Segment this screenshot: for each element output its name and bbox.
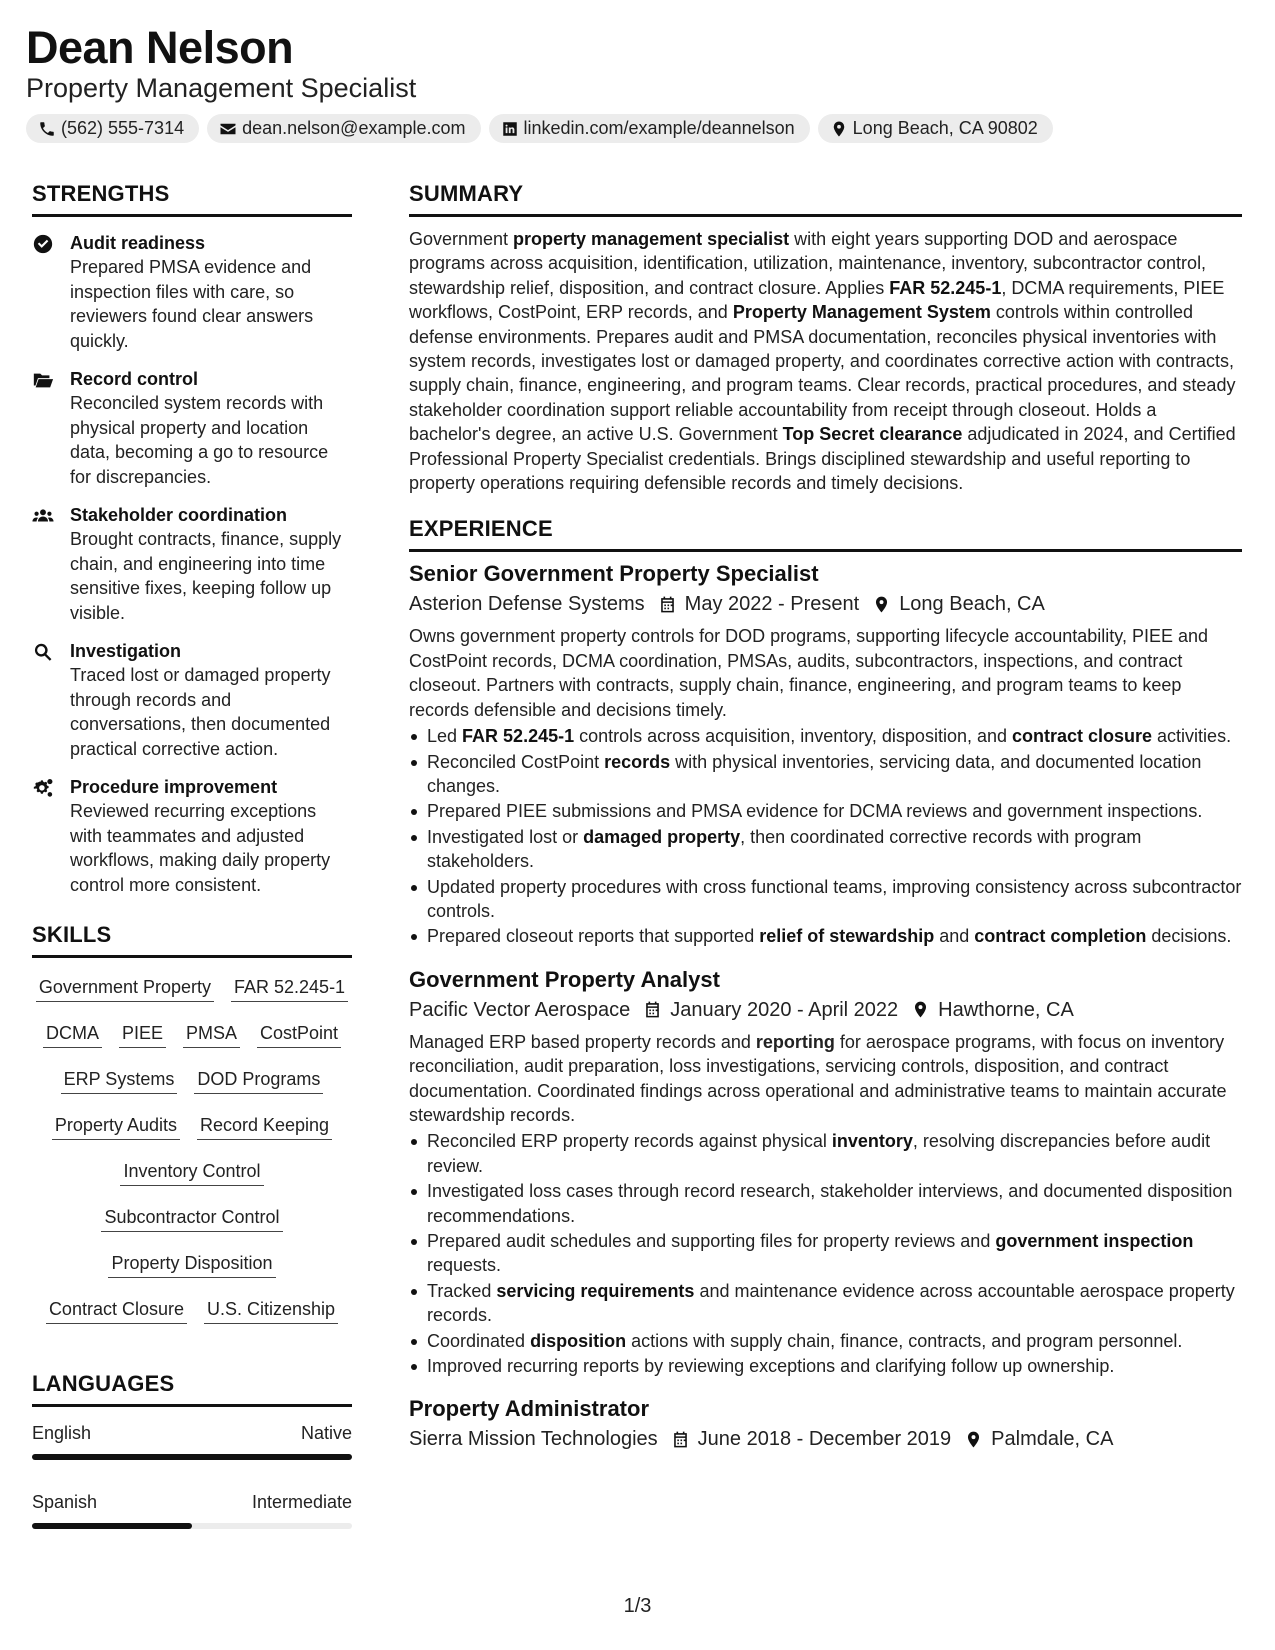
job-bullet-text: and [934, 926, 975, 947]
language-proficiency-bar [32, 1523, 352, 1529]
skill-tag: Property Audits [52, 1114, 180, 1140]
job-bullet-text: Investigated lost or [427, 826, 584, 847]
job-title: Property Administrator [409, 1396, 650, 1422]
page-number: 1/3 [623, 1595, 652, 1617]
summary-emphasis: property management specialist [513, 229, 790, 249]
job-bullet-text: Reconciled ERP property records against physical [427, 1131, 832, 1152]
job-bullet-emphasis: damaged property [583, 826, 741, 847]
strength-description: Brought contracts, finance, supply chain, and engineering into time sensitive fixes, keeping follow up visible. [70, 529, 342, 623]
gears-icon [32, 777, 54, 799]
strength-item [32, 367, 352, 489]
job-bullet-text: Led [427, 726, 463, 747]
contact-email-text: dean.nelson@example.com [242, 118, 466, 138]
skill-tag: ERP Systems [61, 1068, 178, 1094]
job-entry [409, 965, 1242, 1379]
envelope-icon [219, 120, 237, 138]
map-pin-icon [872, 595, 891, 614]
summary-emphasis: FAR 52.245-1 [889, 277, 1002, 298]
folder-open-icon [32, 369, 54, 391]
job-bullet-text: Updated property procedures with cross functional teams, improving consistency across subcontractor controls. [427, 876, 1242, 921]
job-bullet [409, 799, 1242, 823]
skill-tag: DOD Programs [194, 1068, 323, 1094]
skill-tag: Property Disposition [108, 1252, 275, 1278]
job-meta [409, 1425, 1242, 1453]
job-dates: June 2018 - December 2019 [697, 1428, 952, 1451]
job-location: Long Beach, CA [899, 593, 1045, 616]
job-description-text: for aerospace programs, with focus on inventory reconciliation, audit preparation, loss investigations, servicing controls, disposition, and contract documentation. Coordinated findings across operational and administrative teams to maintain accurate stewardship records. [409, 1031, 1227, 1125]
skill-tag: PIEE [119, 1022, 166, 1048]
check-circle-icon [32, 233, 54, 255]
map-pin-icon [911, 1000, 930, 1019]
strength-title: Stakeholder coordination [70, 505, 288, 525]
contact-location [818, 114, 1053, 143]
language-item [32, 1490, 352, 1529]
strengths-heading: STRENGTHS [32, 180, 352, 217]
summary-text [409, 227, 1242, 495]
job-dates: May 2022 - Present [684, 593, 860, 616]
job-bullet [409, 1329, 1242, 1353]
skill-tag: PMSA [183, 1022, 240, 1048]
right-column [409, 180, 1242, 1453]
experience-heading: EXPERIENCE [409, 515, 1242, 552]
job-bullet-emphasis: government inspection [995, 1231, 1194, 1251]
calendar-icon [643, 1000, 662, 1019]
magnifier-icon [32, 641, 54, 663]
job-bullet-text: Prepared audit schedules and supporting files for property reviews and [427, 1231, 996, 1251]
summary-emphasis: Top Secret clearance [782, 424, 963, 445]
skill-tag: Government Property [36, 976, 214, 1002]
job-meta [409, 590, 1242, 618]
job-dates: January 2020 - April 2022 [670, 998, 899, 1021]
skill-tag: Inventory Control [120, 1160, 263, 1186]
job-bullet [409, 825, 1242, 874]
skills-heading: SKILLS [32, 921, 352, 958]
job-bullet-text: Tracked [427, 1280, 497, 1301]
language-proficiency-fill [32, 1454, 352, 1460]
contact-list [26, 114, 1246, 143]
job-title: Government Property Analyst [409, 966, 720, 992]
summary-text: Government [409, 229, 514, 249]
strength-description: Reviewed recurring exceptions with teammates and adjusted workflows, making daily property control more consistent. [70, 801, 331, 895]
strength-description: Prepared PMSA evidence and inspection files with care, so reviewers found clear answers quickly. [70, 257, 314, 351]
job-bullets [409, 724, 1242, 949]
summary-text: with eight years supporting DOD and aerospace programs across acquisition, identification, utilization, maintenance, inventory, subcontractor control, stewardship relief, disposition, and contract closure. Applies [409, 229, 1207, 298]
job-bullet-text: and maintenance evidence across accountable aerospace property records. [427, 1280, 1235, 1326]
job-company: Sierra Mission Technologies [409, 1428, 658, 1451]
candidate-name: Dean Nelson [26, 22, 294, 73]
calendar-icon [658, 595, 677, 614]
job-bullet-emphasis: contract closure [1012, 726, 1153, 747]
strength-description: Reconciled system records with physical property and location data, becoming a go to resource for discrepancies. [70, 393, 329, 487]
skill-tag: DCMA [43, 1022, 102, 1048]
language-item [32, 1421, 352, 1460]
summary-text: adjudicated in 2024, and Certified Professional Property Specialist credentials. Brings disciplined stewardship and useful reporting to property operations requiring defensible records and timely decisions. [409, 424, 1236, 494]
job-bullet [409, 1229, 1242, 1278]
strength-title: Record control [70, 369, 199, 389]
contact-location-text: Long Beach, CA 90802 [852, 118, 1038, 138]
job-bullet-emphasis: FAR 52.245-1 [462, 726, 575, 747]
job-bullet [409, 924, 1242, 948]
job-bullet [409, 1129, 1242, 1178]
strength-item [32, 231, 352, 353]
contact-phone[interactable] [26, 114, 199, 143]
job-bullet [409, 1279, 1242, 1328]
job-bullet-text: , then coordinated corrective records with program stakeholders. [427, 826, 1142, 872]
job-company: Pacific Vector Aerospace [409, 998, 631, 1021]
skill-tag: CostPoint [257, 1022, 341, 1048]
job-description-emphasis: reporting [755, 1031, 835, 1052]
job-bullet-text: Reconciled CostPoint [427, 751, 605, 772]
skill-tag: Subcontractor Control [101, 1206, 282, 1232]
skill-tag: U.S. Citizenship [204, 1298, 338, 1324]
contact-linkedin[interactable] [489, 114, 810, 143]
job-title: Senior Government Property Specialist [409, 561, 819, 587]
left-column [32, 180, 352, 1529]
job-bullet-text: actions with supply chain, finance, contracts, and program personnel. [626, 1330, 1183, 1351]
language-proficiency-bar [32, 1454, 352, 1460]
job-description-text: Managed ERP based property records and [409, 1031, 756, 1052]
language-name: Spanish [32, 1492, 98, 1512]
job-bullet-text: Coordinated [427, 1330, 531, 1351]
job-bullet-text: activities. [1152, 726, 1232, 747]
skill-tag: Record Keeping [197, 1114, 332, 1140]
job-company: Asterion Defense Systems [409, 593, 645, 616]
contact-linkedin-text: linkedin.com/example/deannelson [523, 118, 795, 138]
job-description: Owns government property controls for DOD programs, supporting lifecycle accountability, PIEE and CostPoint records, DCMA coordination, PMSAs, audits, subcontractors, inspections, and contract closeout. Partners with contracts, supply chain, finance, engineering, and program teams to keep records defensible and decisions timely. [409, 626, 1209, 720]
phone-icon [38, 120, 56, 138]
strength-item [32, 775, 352, 897]
job-meta [409, 996, 1242, 1024]
job-bullet [409, 1354, 1242, 1378]
strength-item [32, 503, 352, 625]
job-bullet [409, 724, 1242, 748]
languages-list [32, 1421, 352, 1529]
language-proficiency-fill [32, 1523, 192, 1529]
job-bullet-emphasis: disposition [530, 1330, 627, 1351]
job-bullet-emphasis: inventory [831, 1131, 913, 1152]
job-bullet-text: controls across acquisition, inventory, disposition, and [574, 726, 1012, 747]
summary-text: controls within controlled defense environments. Prepares audit and PMSA documentation, reconciles physical inventories with system records, investigates lost or damaged property, and coordinates corrective action with contracts, supply chain, finance, engineering, and program teams. Clear records, practical procedures, and steady stakeholder coordination support reliable accountability from receipt through closeout. Holds a bachelor's degree, an active U.S. Government [409, 302, 1236, 445]
job-bullet-emphasis: relief of stewardship [759, 926, 935, 947]
users-icon [32, 505, 54, 527]
job-bullet-text: Improved recurring reports by reviewing exceptions and clarifying follow up ownership. [427, 1356, 1115, 1377]
skill-tag: FAR 52.245-1 [231, 976, 348, 1002]
skill-tag: Contract Closure [46, 1298, 187, 1324]
summary-emphasis: Property Management System [732, 302, 991, 323]
job-bullets [409, 1129, 1242, 1378]
job-description [409, 1030, 1242, 1128]
job-bullet [409, 875, 1242, 924]
calendar-icon [671, 1430, 690, 1449]
contact-phone-text: (562) 555-7314 [61, 118, 185, 138]
strength-item [32, 639, 352, 761]
job-bullet-emphasis: contract completion [974, 926, 1147, 947]
job-bullet-text: Prepared PIEE submissions and PMSA evidence for DCMA reviews and government inspections. [427, 801, 1203, 822]
skills-list [32, 976, 352, 1324]
job-location: Palmdale, CA [991, 1428, 1114, 1451]
contact-email[interactable] [207, 114, 480, 143]
candidate-title: Property Management Specialist [26, 73, 417, 103]
strength-title: Procedure improvement [70, 777, 278, 797]
summary-text: , DCMA requirements, PIEE workflows, CostPoint, ERP records, and [409, 277, 1225, 323]
job-bullet-text: requests. [427, 1255, 502, 1276]
experience-list [409, 559, 1242, 1453]
job-bullet-text: with physical inventories, servicing data, and documented location changes. [427, 751, 1202, 796]
strength-title: Audit readiness [70, 233, 206, 253]
language-name: English [32, 1423, 92, 1443]
languages-heading: LANGUAGES [32, 1370, 352, 1407]
job-entry [409, 1394, 1242, 1453]
resume-header [26, 22, 1246, 143]
language-level: Intermediate [251, 1492, 352, 1512]
map-pin-icon [830, 120, 848, 138]
job-bullet [409, 750, 1242, 799]
job-bullet-text: decisions. [1146, 926, 1232, 947]
job-location: Hawthorne, CA [938, 998, 1074, 1021]
map-pin-icon [964, 1430, 983, 1449]
strength-title: Investigation [70, 641, 182, 661]
job-bullet-emphasis: records [604, 751, 671, 772]
strength-description: Traced lost or damaged property through records and conversations, then documented practical corrective action. [70, 665, 331, 759]
linkedin-icon [501, 120, 519, 138]
summary-heading: SUMMARY [409, 180, 1242, 217]
job-bullet-emphasis: servicing requirements [496, 1280, 695, 1301]
language-level: Native [300, 1423, 352, 1443]
job-entry [409, 559, 1242, 948]
job-bullet-text: Prepared closeout reports that supported [427, 926, 760, 947]
job-bullet-text: , resolving discrepancies before audit review. [427, 1131, 1211, 1176]
job-bullet-text: Investigated loss cases through record research, stakeholder interviews, and documented disposition recommendations. [427, 1181, 1233, 1226]
job-bullet [409, 1179, 1242, 1228]
